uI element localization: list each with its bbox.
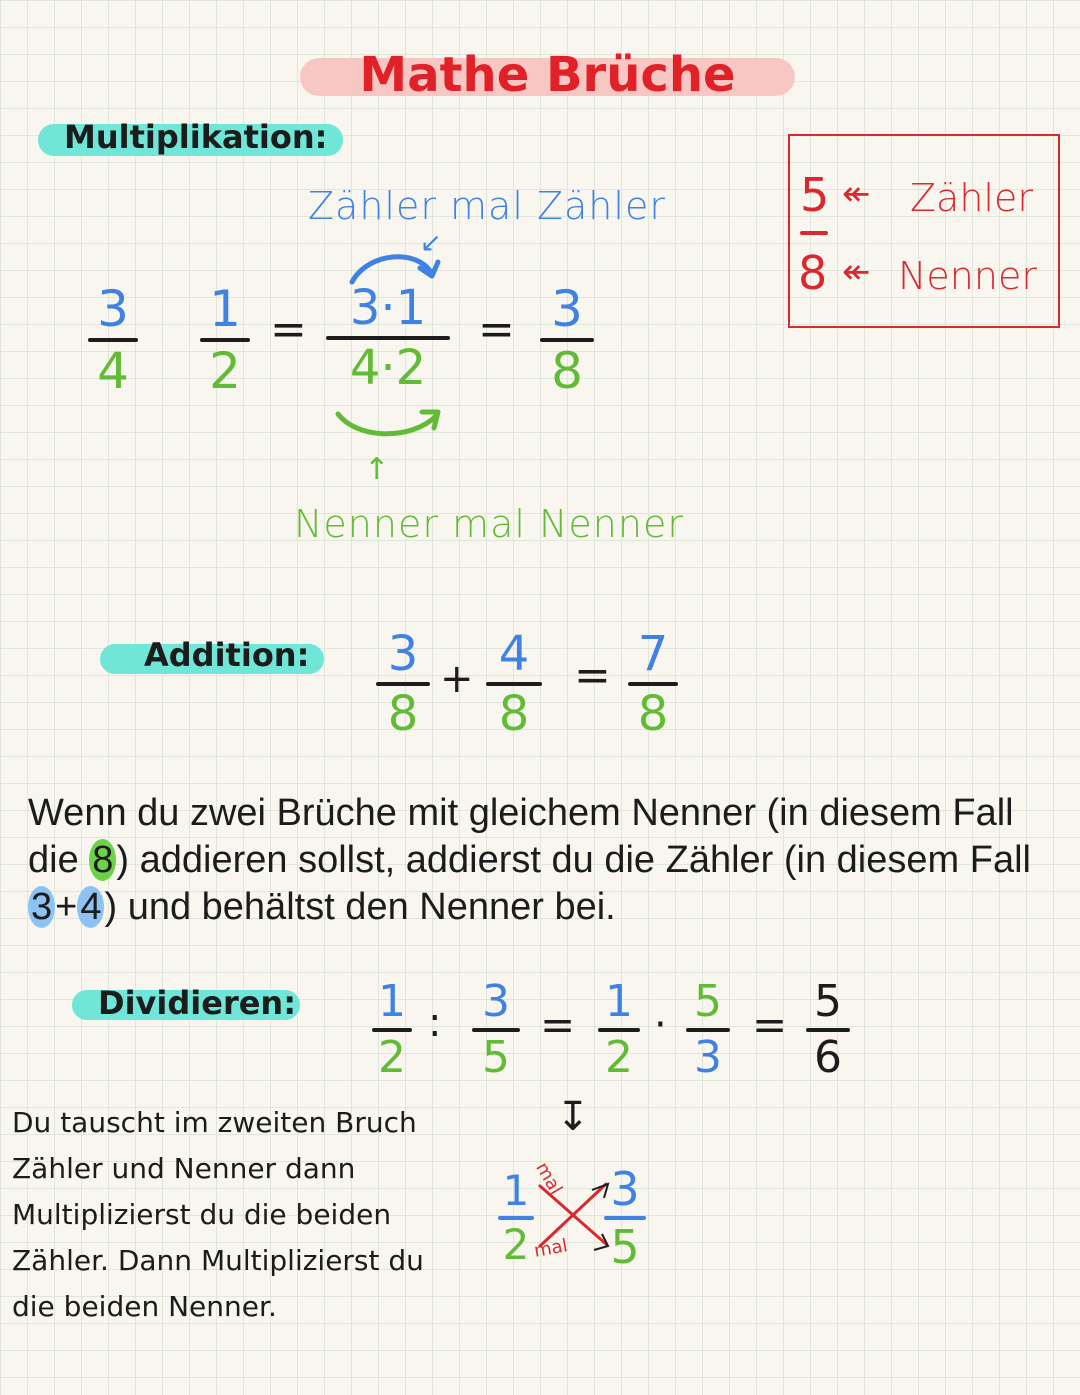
div-fraction-4-denominator: 3 [694, 1032, 722, 1083]
mult-fraction-1-denominator: 4 [97, 342, 129, 400]
add-fraction-1 [376, 626, 430, 742]
div-result-numerator: 5 [814, 976, 842, 1027]
cross-right-denominator: 5 [610, 1220, 640, 1274]
cross-label-bottom: mal [532, 1235, 570, 1262]
explanation-part-1: Wenn du zwei Brüche mit gleichem Nenner (in diesem Fall die [28, 792, 1014, 881]
legend-fraction-bar [800, 231, 828, 235]
div-fraction-4 [686, 976, 730, 1083]
add-fraction-1-denominator: 8 [387, 686, 419, 742]
add-equals: = [574, 650, 611, 701]
div-result-denominator: 6 [814, 1032, 842, 1083]
highlight-numerator-2: 4 [77, 886, 104, 928]
div-fraction-2-numerator: 3 [482, 976, 510, 1027]
cross-left-fraction [498, 1166, 534, 1269]
multiplication-heading: Multiplikation: [64, 118, 328, 156]
mult-equals-2: = [478, 304, 515, 355]
explanation-plus: + [55, 886, 78, 928]
div-times: · [654, 1002, 667, 1048]
add-fraction-2-numerator: 4 [498, 626, 530, 682]
numerator-note: Zähler mal Zähler [308, 184, 666, 228]
div-fraction-3-numerator: 1 [605, 976, 633, 1027]
cross-left-denominator: 2 [502, 1220, 530, 1269]
div-fraction-3-denominator: 2 [605, 1032, 633, 1083]
div-divide: : [428, 1000, 442, 1046]
legend-numerator: 5 [800, 168, 830, 222]
mult-result-denominator: 8 [551, 342, 583, 400]
div-fraction-1 [372, 976, 412, 1083]
mult-product-denominator: 4·2 [349, 340, 427, 396]
legend-denominator-label: Nenner [898, 254, 1037, 298]
mult-product-numerator: 3·1 [349, 280, 427, 336]
add-result-denominator: 8 [637, 686, 669, 742]
mult-fraction-2 [200, 280, 250, 400]
mult-fraction-1-numerator: 3 [97, 280, 129, 338]
page-title: Mathe Brüche [359, 47, 736, 103]
div-fraction-1-denominator: 2 [378, 1032, 406, 1083]
cross-right-numerator: 3 [610, 1162, 640, 1216]
mult-equals-1: = [270, 304, 307, 355]
mult-product-fraction [326, 280, 450, 396]
legend-numerator-label: Zähler [910, 176, 1033, 220]
mult-fraction-1 [88, 280, 138, 400]
cross-left-numerator: 1 [502, 1166, 530, 1215]
mult-result-numerator: 3 [551, 280, 583, 338]
legend-denominator: 8 [798, 246, 828, 300]
div-equals-2: = [752, 1000, 788, 1049]
down-arrow-icon: ↧ [556, 1094, 590, 1140]
div-fraction-2-denominator: 5 [482, 1032, 510, 1083]
mult-result-fraction [540, 280, 594, 400]
denominator-curve-arrow [330, 400, 450, 446]
numerator-note-arrow: ↙ [420, 228, 442, 258]
addition-explanation [28, 790, 1058, 931]
mult-fraction-2-numerator: 1 [209, 280, 241, 338]
explanation-part-3: ) und behältst den Nenner bei. [104, 886, 616, 928]
highlight-numerator-1: 3 [28, 886, 55, 928]
mult-fraction-2-denominator: 2 [209, 342, 241, 400]
legend-box [788, 134, 1060, 328]
denominator-note: Nenner mal Nenner [294, 502, 684, 546]
highlight-denominator: 8 [89, 839, 116, 881]
div-fraction-3 [598, 976, 640, 1083]
div-fraction-2 [472, 976, 520, 1083]
add-fraction-1-numerator: 3 [387, 626, 419, 682]
add-plus: + [440, 656, 474, 702]
explanation-part-2: ) addieren sollst, addierst du die Zähler (in diesem Fall [116, 839, 1031, 881]
legend-arrow-bottom: ↞ [842, 252, 871, 292]
legend-arrow-top: ↞ [842, 174, 871, 214]
cross-label-top: mal [531, 1158, 567, 1199]
add-fraction-2 [486, 626, 542, 742]
div-result-fraction [806, 976, 850, 1083]
add-result-fraction [628, 626, 678, 742]
division-heading: Dividieren: [98, 984, 296, 1022]
division-note: Du tauscht im zweiten Bruch Zähler und Nenner dann Multiplizierst du die beiden Zähler. Dann Multiplizierst du die beiden Nenner. [12, 1106, 424, 1323]
addition-heading: Addition: [144, 636, 310, 674]
denominator-note-arrow: ↑ [364, 452, 390, 487]
add-fraction-2-denominator: 8 [498, 686, 530, 742]
div-fraction-1-numerator: 1 [378, 976, 406, 1027]
div-equals-1: = [540, 1000, 576, 1049]
div-fraction-4-numerator: 5 [694, 976, 722, 1027]
add-result-numerator: 7 [637, 626, 669, 682]
